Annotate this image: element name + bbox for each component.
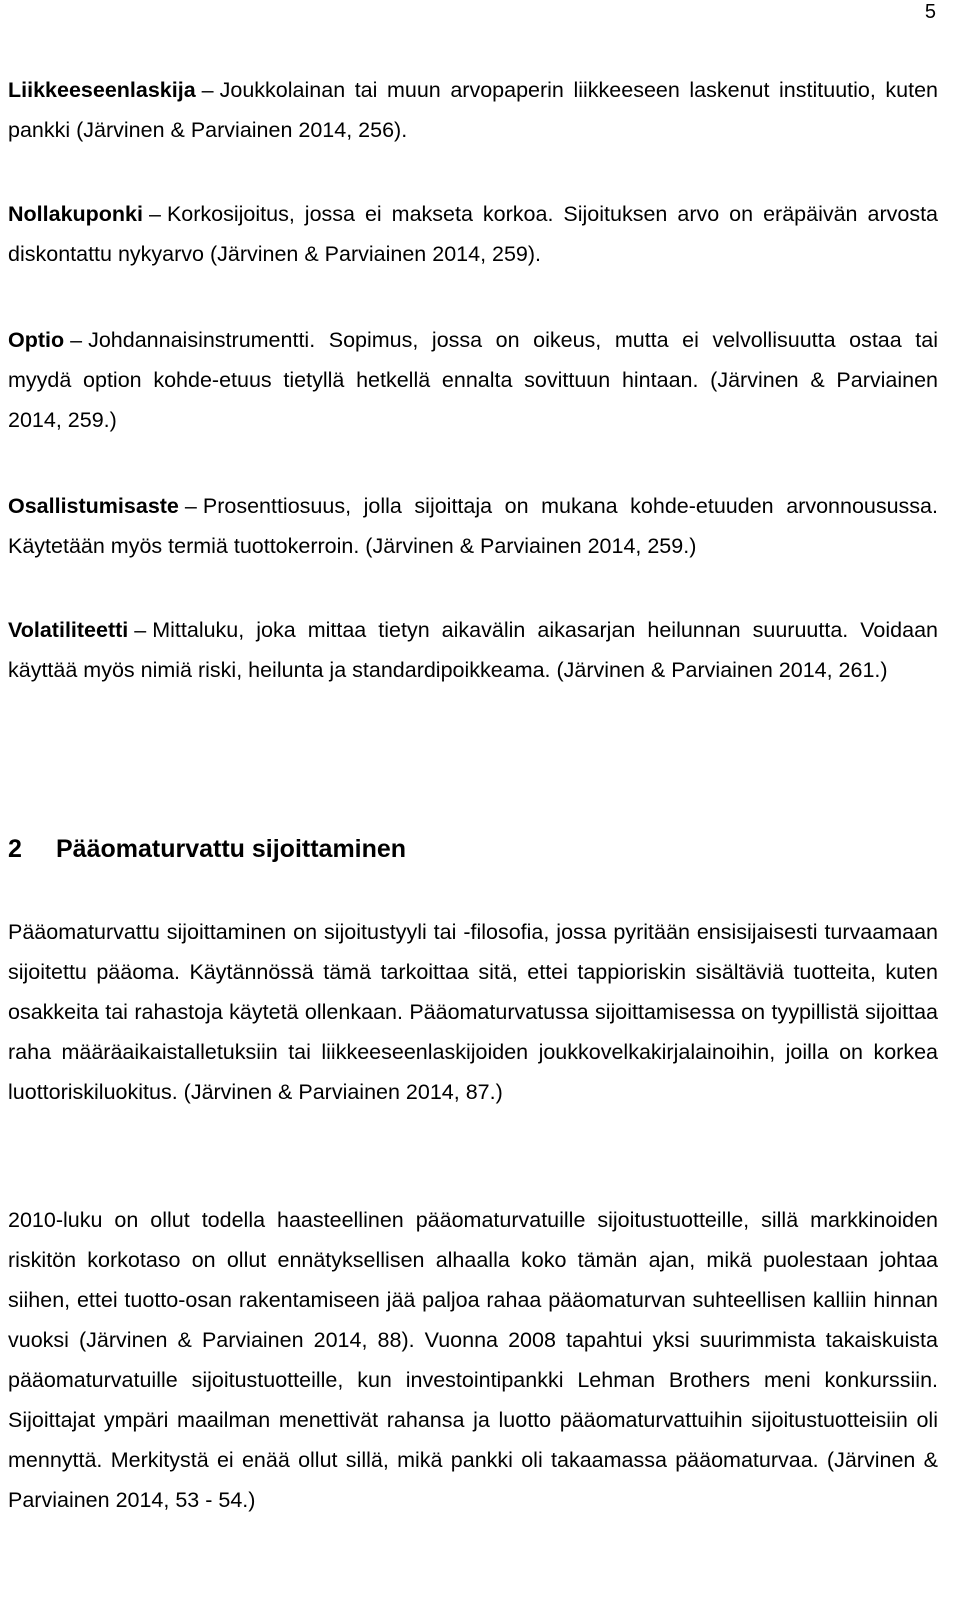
glossary-term: Liikkeeseenlaskija xyxy=(8,78,196,102)
glossary-dash: – xyxy=(70,328,83,352)
glossary-dash: – xyxy=(134,618,147,642)
chapter-title: Pääomaturvattu sijoittaminen xyxy=(56,835,407,863)
glossary-definition: Mittaluku, joka mittaa tietyn aikavälin aikasarjan heilunnan suuruutta. Voidaan käyttää myös nimiä riski, heilunta ja standardipoikkeama. (Järvinen & Parviainen 2014, 261.) xyxy=(8,618,938,682)
glossary-dash: – xyxy=(201,78,214,102)
chapter-number: 2 xyxy=(8,835,22,863)
glossary-dash: – xyxy=(184,494,197,518)
glossary-entry-liikkeeseenlaskija xyxy=(8,70,938,150)
glossary-definition: Johdannaisinstrumentti. Sopimus, jossa on oikeus, mutta ei velvollisuutta ostaa tai myydä option kohde-etuus tietyllä hetkellä ennalta sovittuun hintaan. (Järvinen & Parviainen 2014, 259.) xyxy=(8,328,938,432)
glossary-term: Volatiliteetti xyxy=(8,618,129,642)
glossary-entry-optio xyxy=(8,320,938,440)
glossary-term: Optio xyxy=(8,328,65,352)
glossary-term: Nollakuponki xyxy=(8,202,143,226)
page-number: 5 xyxy=(924,1,936,23)
glossary-dash: – xyxy=(148,202,161,226)
chapter-heading xyxy=(8,832,406,866)
glossary-definition: Korkosijoitus, jossa ei makseta korkoa. Sijoituksen arvo on eräpäivän arvosta diskontattu nykyarvo (Järvinen & Parviainen 2014, 259). xyxy=(8,202,938,266)
glossary-entry-osallistumisaste xyxy=(8,486,938,566)
glossary-entry-nollakuponki xyxy=(8,194,938,274)
glossary-entry-volatiliteetti xyxy=(8,610,938,690)
body-paragraph: 2010-luku on ollut todella haasteellinen pääomaturvatuille sijoitustuotteille, sillä markkinoiden riskitön korkotaso on ollut ennätyksellisen alhaalla koko tämän ajan, mikä puolestaan johtaa siihen, ettei tuotto-osan rakentamiseen jää paljoa rahaa pääomaturvan suhteellisen kalliin hinnan vuoksi (Järvinen & Parviainen 2014, 88). Vuonna 2008 tapahtui yksi suurimmista takaiskuista pääomaturvatuille sijoitustuotteille, kun investointipankki Lehman Brothers meni konkurssiin. Sijoittajat ympäri maailman menettivät rahansa ja luotto pääomaturvattuihin sijoitustuotteisiin oli mennyttä. Merkitystä ei enää ollut sillä, mikä pankki oli takaamassa pääomaturvaa. (Järvinen & Parviainen 2014, 53 - 54.) xyxy=(8,1208,938,1512)
glossary-definition: Prosenttiosuus, jolla sijoittaja on mukana kohde-etuuden arvonnousussa. Käytetään myös termiä tuottokerroin. (Järvinen & Parviainen 2014, 259.) xyxy=(8,494,938,558)
body-paragraph: Pääomaturvattu sijoittaminen on sijoitustyyli tai -filosofia, jossa pyritään ensisijaisesti turvaamaan sijoitettu pääoma. Käytännössä tämä tarkoittaa sitä, ettei tappioriskin sisältäviä tuotteita, kuten osakkeita tai rahastoja käytetä ollenkaan. Pääomaturvatussa sijoittamisessa on tyypillistä sijoittaa raha määräaikaistalletuksiin tai liikkeeseenlaskijoiden joukkovelkakirjalainoihin, joilla on korkea luottoriskiluokitus. (Järvinen & Parviainen 2014, 87.) xyxy=(8,920,938,1104)
glossary-term: Osallistumisaste xyxy=(8,494,179,518)
glossary-definition: Joukkolainan tai muun arvopaperin liikkeeseen laskenut instituutio, kuten pankki (Järvinen & Parviainen 2014, 256). xyxy=(8,78,938,142)
